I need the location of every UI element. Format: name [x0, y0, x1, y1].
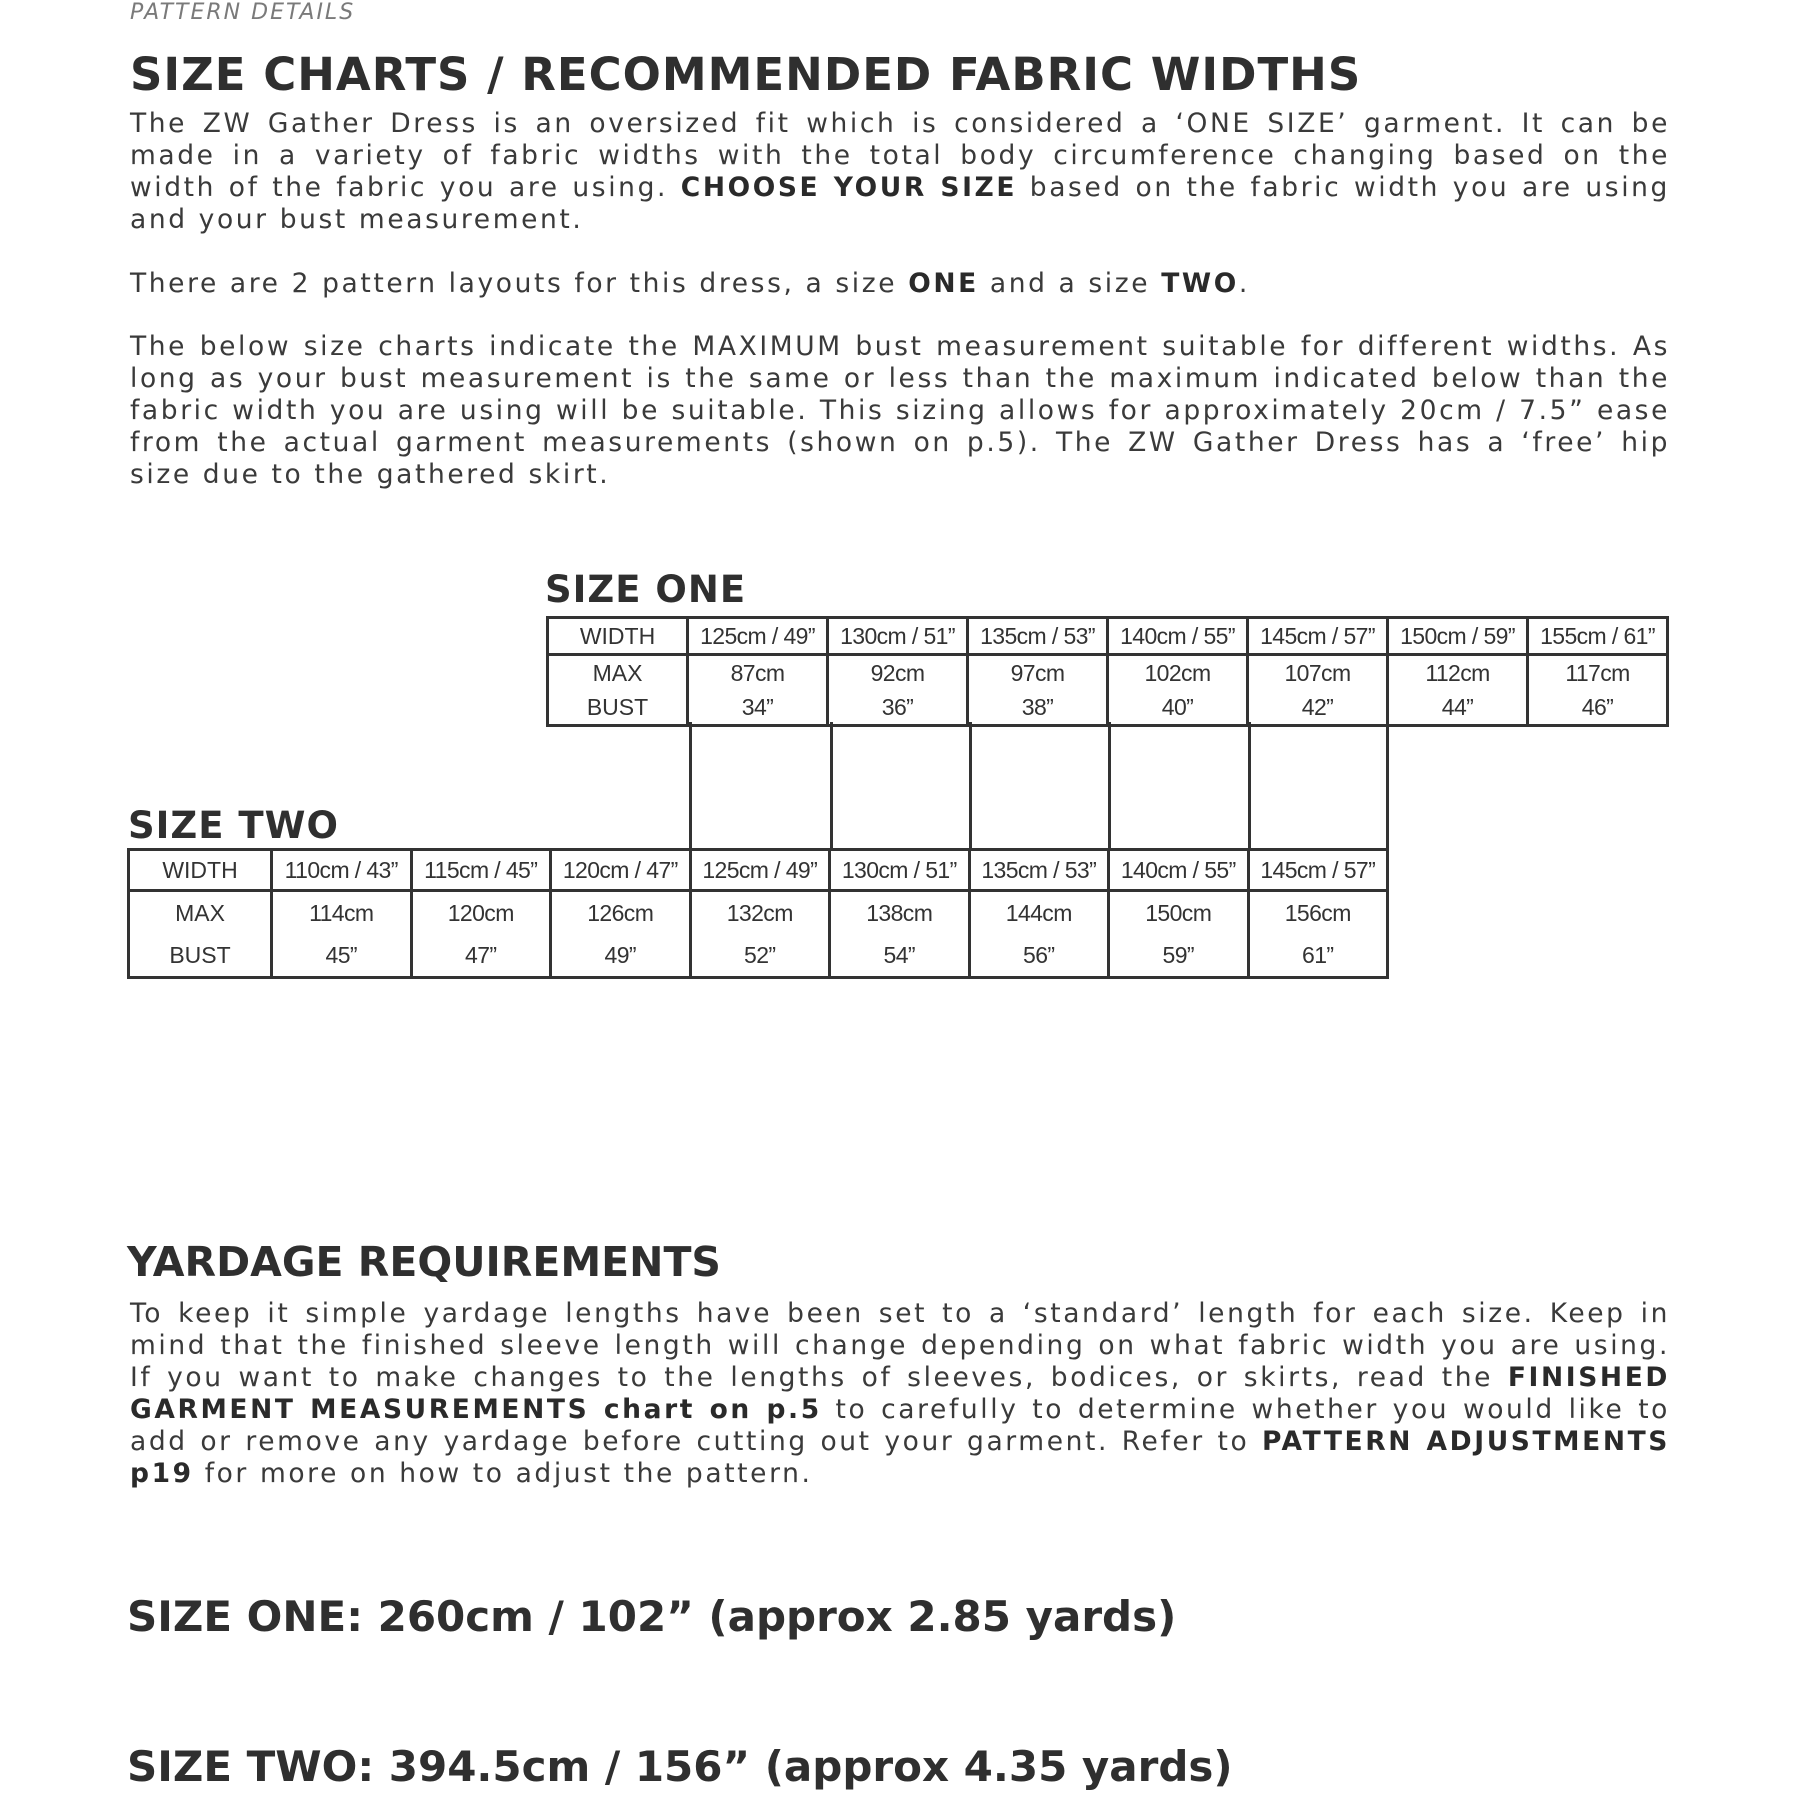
bust-in: 59”	[1162, 942, 1194, 968]
size-two-title: SIZE TWO	[128, 804, 339, 847]
intro-emphasis: CHOOSE YOUR SIZE	[680, 172, 1018, 203]
width-cell: 145cm / 57”	[1248, 618, 1388, 655]
yardage-size-two: SIZE TWO: 394.5cm / 156” (approx 4.35 yards)	[127, 1742, 1233, 1791]
bust-cell	[969, 891, 1109, 978]
bust-cm: 120cm	[447, 900, 514, 926]
connector-line	[1248, 722, 1251, 850]
connector-line	[969, 722, 972, 850]
width-cell: 135cm / 53”	[969, 850, 1109, 891]
width-cell: 140cm / 55”	[1109, 850, 1249, 891]
connector-line	[830, 722, 833, 850]
width-row	[129, 850, 1388, 891]
bust-cell	[828, 655, 968, 726]
yardage-text: to carefully to determine whether you would like to add or remove any yardage before cutting out your garment. Refer to	[130, 1394, 1670, 1457]
width-cell: 150cm / 59”	[1388, 618, 1528, 655]
bust-label-line: MAX	[592, 660, 643, 686]
bust-cell	[690, 891, 830, 978]
bust-cm: 132cm	[726, 900, 793, 926]
bust-in: 52”	[744, 942, 776, 968]
connector-line	[689, 722, 692, 850]
bust-cm: 92cm	[870, 660, 925, 686]
size-one-table	[546, 616, 1669, 727]
intro-text: and a size	[989, 268, 1151, 299]
bust-in: 54”	[883, 942, 915, 968]
intro-paragraph-1	[130, 108, 1670, 236]
bust-cell	[1388, 655, 1528, 726]
intro-text: There are 2 pattern layouts for this dress, a size	[130, 268, 898, 299]
bust-cm: 97cm	[1010, 660, 1065, 686]
intro-emphasis: TWO	[1161, 268, 1239, 299]
width-cell: 140cm / 55”	[1108, 618, 1248, 655]
intro-text: .	[1238, 268, 1250, 299]
bust-cm: 102cm	[1144, 660, 1211, 686]
bust-cm: 87cm	[730, 660, 785, 686]
width-cell: 130cm / 51”	[830, 850, 970, 891]
bust-cm: 144cm	[1005, 900, 1072, 926]
yardage-paragraph	[130, 1298, 1670, 1490]
bust-in: 47”	[465, 942, 497, 968]
yardage-text: To keep it simple yardage lengths have been set to a ‘standard’ length for each size. Keep in mind that the finished sleeve length will change depending on what fabric width you are using. If you want to make changes to the lengths of sleeves, bodices, or skirts, read the	[130, 1298, 1670, 1393]
bust-label-line: MAX	[175, 900, 225, 926]
intro-paragraph-2	[130, 268, 1670, 300]
intro-text: based on the fabric width you are using and your bust measurement.	[130, 172, 1670, 235]
bust-label-line: BUST	[586, 694, 649, 720]
width-cell: 120cm / 47”	[551, 850, 691, 891]
connector-line	[1108, 722, 1111, 850]
bust-in: 42”	[1301, 694, 1334, 720]
bust-cell	[968, 655, 1108, 726]
bust-cm: 114cm	[309, 900, 374, 926]
yardage-emphasis: FINISHED GARMENT MEASUREMENTS chart on p.5	[130, 1362, 1670, 1425]
bust-in: 56”	[1023, 942, 1055, 968]
bust-in: 38”	[1021, 694, 1054, 720]
intro-text: The ZW Gather Dress is an oversized fit which is considered a ‘ONE SIZE’ garment. It can be made in a variety of fabric widths with the total body circumference changing based on the width of the fabric you are using.	[130, 108, 1670, 203]
bust-cm: 138cm	[866, 900, 933, 926]
bust-in: 61”	[1302, 942, 1334, 968]
bust-label	[129, 891, 272, 978]
bust-label	[548, 655, 688, 726]
width-cell: 125cm / 49”	[688, 618, 828, 655]
width-cell: 130cm / 51”	[828, 618, 968, 655]
bust-cell	[688, 655, 828, 726]
width-label: WIDTH	[129, 850, 272, 891]
size-two-table	[127, 848, 1389, 979]
bust-cell	[1528, 655, 1668, 726]
bust-in: 36”	[881, 694, 914, 720]
yardage-emphasis: PATTERN ADJUSTMENTS p19	[130, 1426, 1670, 1489]
bust-cell	[272, 891, 412, 978]
bust-cell	[1109, 891, 1249, 978]
page-title: SIZE CHARTS / RECOMMENDED FABRIC WIDTHS	[130, 48, 1362, 101]
bust-in: 40”	[1161, 694, 1194, 720]
width-cell: 110cm / 43”	[272, 850, 412, 891]
yardage-text: for more on how to adjust the pattern.	[204, 1458, 813, 1489]
width-cell: 155cm / 61”	[1528, 618, 1668, 655]
bust-cell	[1248, 891, 1388, 978]
size-one-title: SIZE ONE	[545, 568, 747, 611]
bust-row	[129, 891, 1388, 978]
width-cell: 145cm / 57”	[1248, 850, 1388, 891]
bust-cell	[1248, 655, 1388, 726]
bust-in: 49”	[604, 942, 636, 968]
bust-cell	[1108, 655, 1248, 726]
bust-cm: 112cm	[1425, 660, 1490, 686]
bust-cm: 117cm	[1565, 660, 1630, 686]
intro-paragraph-3: The below size charts indicate the MAXIMUM bust measurement suitable for different widths. As long as your bust measurement is the same or less than the maximum indicated below than the fabric width you are using will be suitable. This sizing allows for approximately 20cm / 7.5” ease from the actual garment measurements (shown on p.5). The ZW Gather Dress has a ‘free’ hip size due to the gathered skirt.	[130, 331, 1670, 490]
width-label: WIDTH	[548, 618, 688, 655]
bust-label-line: BUST	[169, 942, 231, 968]
bust-cm: 107cm	[1284, 660, 1351, 686]
width-row	[548, 618, 1668, 655]
yardage-title: YARDAGE REQUIREMENTS	[127, 1238, 721, 1286]
bust-cm: 150cm	[1145, 900, 1212, 926]
bust-in: 34”	[741, 694, 774, 720]
bust-in: 44”	[1441, 694, 1474, 720]
bust-in: 45”	[325, 942, 357, 968]
width-cell: 115cm / 45”	[411, 850, 551, 891]
width-cell: 125cm / 49”	[690, 850, 830, 891]
intro-emphasis: ONE	[908, 268, 979, 299]
bust-cell	[830, 891, 970, 978]
bust-cm: 126cm	[587, 900, 654, 926]
bust-cell	[411, 891, 551, 978]
width-cell: 135cm / 53”	[968, 618, 1108, 655]
bust-cell	[551, 891, 691, 978]
bust-cm: 156cm	[1284, 900, 1351, 926]
bust-row	[548, 655, 1668, 726]
yardage-size-one: SIZE ONE: 260cm / 102” (approx 2.85 yards)	[127, 1592, 1177, 1641]
bust-in: 46”	[1581, 694, 1614, 720]
section-label: PATTERN DETAILS	[130, 0, 356, 25]
connector-line	[1386, 722, 1389, 850]
